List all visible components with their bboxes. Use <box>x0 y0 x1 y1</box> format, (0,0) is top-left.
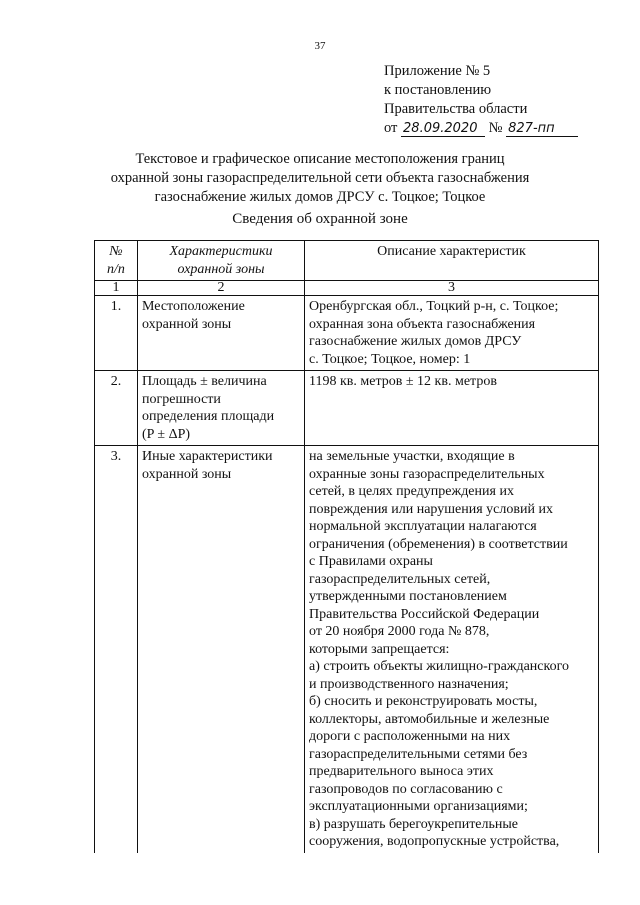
header-cell-description: Описание характеристик <box>305 241 599 281</box>
number-label: № <box>488 120 503 136</box>
cell-line: в) разрушать берегоукрепительные <box>309 816 519 832</box>
protection-zone-table <box>94 240 599 853</box>
cell-line: газораспределительными сетями без <box>309 746 528 762</box>
cell-line: охранная зона объекта газоснабжения <box>309 316 536 332</box>
appendix-line: Правительства области <box>384 101 528 117</box>
cell-line: погрешности <box>142 391 221 407</box>
appendix-date-line <box>384 119 578 138</box>
cell-line: газопроводов по согласованию с <box>309 781 503 797</box>
cell-line: предварительного выноса этих <box>309 764 494 779</box>
cell-line: определения площади <box>142 409 275 424</box>
cell-line: охранной зоны <box>142 466 232 482</box>
header-cell-characteristics <box>138 241 305 281</box>
row-number: 2. <box>95 371 138 446</box>
section-subtitle: Сведения об охранной зоне <box>232 211 408 227</box>
row-number: 3. <box>95 446 138 853</box>
row-description <box>305 296 599 371</box>
cell-line: с. Тоцкое; Тоцкое, номер: 1 <box>309 351 471 367</box>
cell-line: и производственного назначения; <box>309 676 509 692</box>
row-number: 1. <box>95 296 138 371</box>
cell-line: которыми запрещается: <box>309 641 450 657</box>
numbering-cell: 1 <box>95 281 138 296</box>
row-characteristic <box>138 371 305 446</box>
cell-line: ограничения (обременения) в соответствии <box>309 536 568 552</box>
document-title <box>90 150 550 207</box>
title-line: газоснабжение жилых домов ДРСУ с. Тоцкое; Тоцкое <box>154 189 486 205</box>
cell-line: с Правилами охраны <box>309 554 433 569</box>
cell-line: охранной зоны <box>142 316 232 332</box>
handwritten-number: 827-пп <box>506 121 578 137</box>
numbering-cell: 2 <box>138 281 305 296</box>
appendix-block <box>384 62 578 138</box>
cell-line: от 20 ноября 2000 года № 878, <box>309 624 490 639</box>
numbering-cell: 3 <box>305 281 599 296</box>
table-row <box>95 446 599 853</box>
row-characteristic <box>138 446 305 853</box>
table-header-row <box>95 241 599 281</box>
cell-line: 1198 кв. метров ± 12 кв. метров <box>309 374 497 389</box>
cell-line: газоснабжение жилых домов ДРСУ <box>309 334 522 349</box>
cell-line: Правительства Российской Федерации <box>309 606 540 622</box>
cell-line: сооружения, водопропускные устройства, <box>309 834 560 849</box>
table-row <box>95 371 599 446</box>
from-label: от <box>384 120 398 136</box>
cell-line: б) сносить и реконструировать мосты, <box>309 694 538 709</box>
page-number: 37 <box>314 40 326 52</box>
table-row <box>95 296 599 371</box>
cell-line: а) строить объекты жилищно-гражданского <box>309 659 569 674</box>
cell-line: Площадь ± величина <box>142 374 267 389</box>
header-text: № <box>109 244 123 259</box>
row-description <box>305 371 599 446</box>
appendix-line: к постановлению <box>384 82 492 98</box>
table-numbering-row <box>95 281 599 296</box>
cell-line: Иные характеристики <box>142 449 273 464</box>
title-line: охранной зоны газораспределительной сети объекта газоснабжения <box>110 170 530 186</box>
cell-line: на земельные участки, входящие в <box>309 449 515 464</box>
appendix-title: Приложение № 5 <box>384 63 491 79</box>
title-line: Текстовое и графическое описание местоположения границ <box>135 151 505 167</box>
cell-line: дороги с расположенными на них <box>309 729 511 744</box>
cell-line: охранные зоны газораспределительных <box>309 466 545 482</box>
cell-line: (P ± ΔP) <box>142 426 191 442</box>
cell-line: утвержденными постановлением <box>309 589 507 604</box>
row-characteristic <box>138 296 305 371</box>
header-text: охранной зоны <box>177 261 265 277</box>
cell-line: нормальной эксплуатации налагаются <box>309 519 537 534</box>
cell-line: сетей, в целях предупреждения их <box>309 484 514 499</box>
header-text: Характеристики <box>169 244 273 259</box>
cell-line: газораспределительных сетей, <box>309 571 491 587</box>
row-description <box>305 446 599 853</box>
handwritten-date: 28.09.2020 <box>401 121 485 137</box>
cell-line: Оренбургская обл., Тоцкий р-н, с. Тоцкое; <box>309 299 559 314</box>
cell-line: повреждения или нарушения условий их <box>309 501 553 517</box>
header-text: п/п <box>107 261 125 277</box>
cell-line: Местоположение <box>142 299 245 314</box>
header-cell-number <box>95 241 138 281</box>
cell-line: коллекторы, автомобильные и железные <box>309 711 550 727</box>
cell-line: эксплуатационными организациями; <box>309 799 528 814</box>
